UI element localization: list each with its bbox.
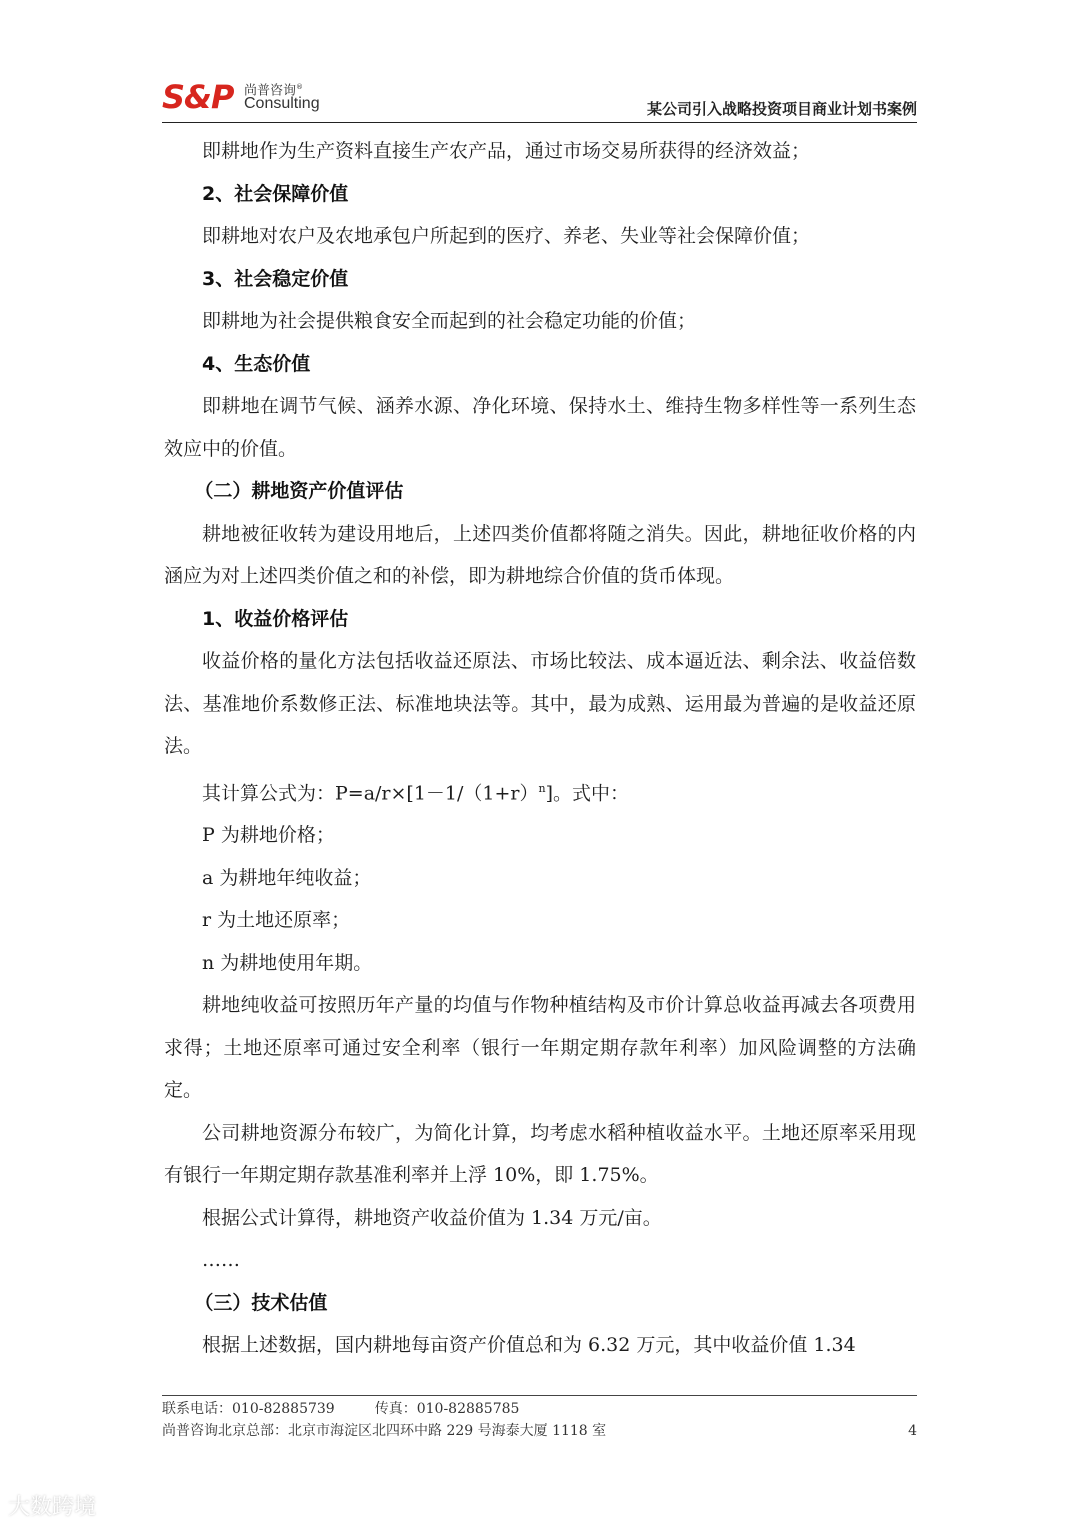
paragraph: 即耕地对农户及农地承包户所起到的医疗、养老、失业等社会保障价值； [202, 225, 811, 247]
paragraph: 根据上述数据，国内耕地每亩资产价值总和为 6.32 万元，其中收益价值 1.34 [202, 1334, 856, 1357]
definition: a 为耕地年纯收益； [202, 866, 372, 889]
definition: P 为耕地价格； [202, 824, 335, 847]
definition: n 为耕地使用年期。 [202, 951, 373, 974]
header-divider [162, 122, 917, 123]
footer-address: 尚普咨询北京总部：北京市海淀区北四环中路 229 号海泰大厦 1118 室 [162, 1423, 607, 1439]
document-title: 某公司引入战略投资项目商业计划书案例 [646, 100, 917, 118]
paragraph: 公司耕地资源分布较广，为简化计算，均考虑水稻种植收益水平。土地还原率采用现有银行一年期定期存款基准利率并上浮 10%，即 1.75%。 [164, 1121, 916, 1187]
page-number: 4 [908, 1423, 917, 1439]
footer-phone: 联系电话：010-82885739 [162, 1401, 335, 1417]
footer-divider [162, 1395, 917, 1396]
paragraph: 即耕地作为生产资料直接生产农产品，通过市场交易所获得的经济效益； [202, 140, 811, 162]
document-body [164, 130, 916, 1367]
subheading: 3、社会稳定价值 [202, 267, 349, 290]
page-header [162, 72, 917, 122]
paragraph: 耕地被征收转为建设用地后，上述四类价值都将随之消失。因此，耕地征收价格的内涵应为对上述四类价值之和的补偿，即为耕地综合价值的货币体现。 [164, 522, 916, 587]
definition: r 为土地还原率； [202, 909, 351, 932]
paragraph: 即耕地在调节气候、涵养水源、净化环境、保持水土、维持生物多样性等一系列生态效应中的价值。 [164, 395, 916, 460]
subheading: 1、收益价格评估 [202, 607, 349, 630]
logo-en-text: Consulting [244, 95, 320, 112]
paragraph: 即耕地为社会提供粮食安全而起到的社会稳定功能的价值； [202, 310, 697, 332]
paragraph: 收益价格的量化方法包括收益还原法、市场比较法、成本逼近法、剩余法、收益倍数法、基准地价系数修正法、标准地块法等。其中，最为成熟、运用最为普遍的是收益还原法。 [164, 650, 916, 757]
section-heading: （二）耕地资产价值评估 [194, 480, 404, 502]
subheading: 2、社会保障价值 [202, 182, 349, 205]
footer-fax: 传真：010-82885785 [374, 1401, 520, 1417]
formula: 其计算公式为：$P=a/r\times[1-1/(1+r)^n]$。式中： [202, 781, 630, 804]
logo-mark: S&P [162, 78, 234, 116]
paragraph: 耕地纯收益可按照历年产量的均值与作物种植结构及市价计算总收益再减去各项费用求得；土地还原率可通过安全利率（银行一年期定期存款年利率）加风险调整的方法确定。 [164, 994, 916, 1102]
page-footer [162, 1398, 917, 1442]
watermark: 大数跨境 [8, 1495, 97, 1520]
paragraph: 根据公式计算得，耕地资产收益价值为 1.34 万元/亩。 [202, 1206, 662, 1229]
ellipsis: …… [202, 1249, 240, 1272]
subheading: 4、生态价值 [202, 352, 311, 375]
section-heading: （三）技术估值 [194, 1291, 328, 1314]
logo-cn-text: 尚普咨询® [244, 83, 304, 99]
